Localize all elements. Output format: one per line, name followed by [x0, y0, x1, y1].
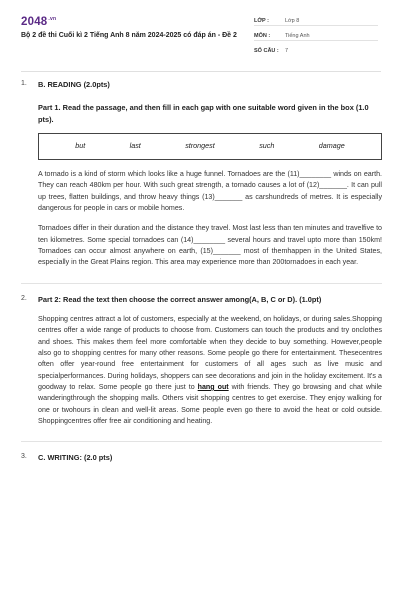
part-1-instruction: Part 1. Read the passage, and then fill in each gap with one suitable word given in the box (1.0 pts).: [38, 103, 369, 124]
meta-subject-value: Tiếng Anh: [285, 33, 310, 39]
meta-count-key: SỐ CÂU :: [254, 48, 279, 54]
meta-subject-key: MÔN :: [254, 33, 271, 39]
passage-text: with friends. They go browsing and chat while wanderingthrough the shopping malls. Others visit shopping centres to get exercise. They enjoy walking for one or twohours in clean and well-lit areas. Some people even go there to avoid the heat or cold outside. Shoppingcentres offer free air conditioning and heating.: [38, 382, 382, 425]
section-part-2: [21, 294, 382, 428]
meta-count-value: 7: [285, 48, 289, 54]
meta-class-key: LỚP :: [254, 18, 269, 24]
section-reading: [21, 79, 382, 269]
section-divider: [21, 441, 382, 442]
section-title: C. WRITING: (2.0 pts): [38, 453, 113, 463]
passage-text: Shopping centres attract a lot of customers, especially at the weekend, on holidays, or during sales.Shopping centres offer a wide range of products to choose from. Customers can touch the products and try onclothes and shoes. This makes them feel more comfortable when they decide to buy something. However,people also go to shopping centres for many other reasons. Some people go there for entertainment. Thesecentres often offer year-round free entertainment for customers of all ages such as live music and specialperformances. During holidays, shoppers can see decorations and join in the holiday excitement. It's a goodway to relax. Some people go there just to: [38, 314, 382, 391]
site-logo[interactable]: [21, 14, 56, 31]
part-2-instruction: Part 2: Read the text then choose the correct answer among(A, B, C or D). (1.0pt): [38, 294, 322, 304]
emphasized-phrase: hang out: [197, 382, 229, 391]
exam-content: [21, 79, 382, 463]
passage-paragraph: A tornado is a kind of storm which looks like a huge funnel. Tornadoes are the (11)________ winds on earth. They can reach 480km per hour. With such great strength, a tornado causes a lot of (12)_______. It can pull up trees, flatten buildings, and throw heavy things (13)_______ as carshundreds of metres. It is especially dangerous for people in cars or mobile homes.: [38, 170, 382, 213]
section-number: 1.: [21, 80, 27, 87]
word-option: strongest: [185, 141, 215, 151]
passage-paragraph: Tornadoes differ in their duration and the distance they travel. Most last less than ten minutes and travelfive to ten kilometres. Some special tornadoes can (14)________ several hours and travel upto more than 150km! Tornadoes can occur almost anywhere on earth, (15)_______ most of themhappen in the United States, especially in the Great Plains region. This area may experience more than 200tornadoes in each year.: [38, 224, 382, 267]
word-option: such: [259, 141, 275, 151]
document-title: Bộ 2 đề thi Cuối kì 2 Tiếng Anh 8 năm 2024-2025 có đáp án - Đề 2: [21, 32, 237, 39]
meta-divider: [254, 40, 378, 41]
page-header: [0, 0, 400, 68]
section-number: 3.: [21, 453, 27, 461]
logo-suffix: .vn: [48, 16, 57, 23]
word-option: last: [129, 141, 141, 151]
meta-class-value: Lớp 8: [285, 18, 300, 24]
header-divider: [21, 71, 381, 72]
passage-paragraph: [38, 314, 382, 427]
section-writing: [21, 452, 382, 463]
section-number: 2.: [21, 294, 27, 302]
word-box: [38, 133, 382, 160]
meta-divider: [254, 25, 378, 26]
word-option: damage: [318, 141, 345, 151]
logo-text: 2048: [21, 16, 48, 28]
word-option: but: [75, 141, 86, 151]
section-title: B. READING (2.0pts): [38, 80, 110, 89]
section-divider: [21, 283, 382, 284]
